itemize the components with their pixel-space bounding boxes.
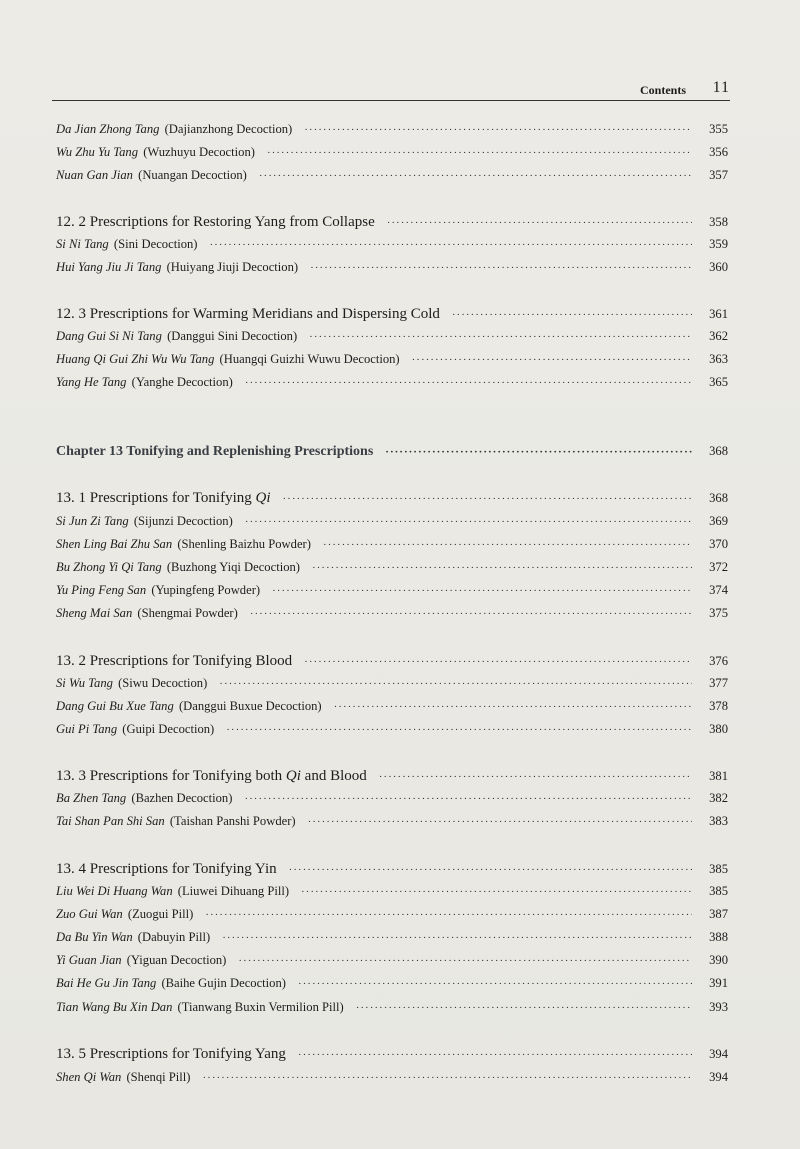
toc-entry[interactable] bbox=[56, 1070, 728, 1085]
pinyin-name: Tai Shan Pan Shi San bbox=[56, 814, 165, 828]
page-number: 369 bbox=[709, 514, 728, 528]
english-name: (Nuangan Decoction) bbox=[138, 168, 247, 182]
page-number: 387 bbox=[709, 907, 728, 921]
page-number: 381 bbox=[709, 769, 728, 783]
toc-title bbox=[56, 122, 292, 137]
page-number: 356 bbox=[709, 145, 728, 159]
leader-dots bbox=[379, 771, 692, 783]
page-number: 376 bbox=[709, 654, 728, 668]
english-name: (Siwu Decoction) bbox=[118, 676, 208, 690]
toc-title bbox=[56, 722, 214, 737]
pinyin-name: Si Ni Tang bbox=[56, 237, 109, 251]
english-name: (Wuzhuyu Decoction) bbox=[143, 145, 255, 159]
page-number: 393 bbox=[709, 1000, 728, 1014]
toc-entry[interactable] bbox=[56, 722, 728, 737]
pinyin-name: Bai He Gu Jin Tang bbox=[56, 976, 157, 990]
page-number: 355 bbox=[709, 122, 728, 136]
leader-dots bbox=[309, 331, 692, 343]
toc-entry[interactable] bbox=[56, 537, 728, 552]
english-name: (Huiyang Jiuji Decoction) bbox=[166, 260, 299, 274]
pinyin-name: Yu Ping Feng San bbox=[56, 583, 147, 597]
pinyin-name: Gui Pi Tang bbox=[56, 722, 118, 736]
page-number: 382 bbox=[709, 791, 728, 805]
toc-entry[interactable] bbox=[56, 953, 728, 968]
leader-dots bbox=[356, 1002, 692, 1014]
leader-dots bbox=[412, 354, 692, 366]
toc-entry[interactable] bbox=[56, 976, 728, 991]
toc-title bbox=[56, 329, 297, 344]
toc-title bbox=[56, 168, 247, 183]
page-number: 391 bbox=[709, 976, 728, 990]
page-number: 388 bbox=[709, 930, 728, 944]
toc-entry[interactable] bbox=[56, 329, 728, 344]
english-name: (Bazhen Decoction) bbox=[131, 791, 233, 805]
leader-dots bbox=[387, 217, 692, 229]
toc-title bbox=[56, 537, 311, 552]
running-header bbox=[52, 79, 730, 99]
heading-text: Chapter 13 Tonifying and Replenishing Prescriptions bbox=[56, 444, 374, 459]
heading-italic: Qi bbox=[285, 768, 301, 784]
page-number: 361 bbox=[709, 307, 728, 321]
leader-dots bbox=[298, 978, 692, 990]
page-number: 372 bbox=[709, 560, 728, 574]
page-number: 368 bbox=[709, 444, 728, 458]
pinyin-name: Huang Qi Gui Zhi Wu Wu Tang bbox=[56, 352, 215, 366]
toc-title bbox=[56, 1000, 344, 1015]
toc-title bbox=[56, 237, 197, 252]
toc-title bbox=[56, 145, 255, 160]
toc-title bbox=[56, 861, 277, 878]
leader-dots bbox=[203, 1072, 693, 1084]
toc-title bbox=[56, 1046, 286, 1063]
toc-entry[interactable] bbox=[56, 122, 728, 137]
toc-entry[interactable] bbox=[56, 791, 728, 806]
toc-title bbox=[56, 306, 440, 323]
page-number: 383 bbox=[709, 814, 728, 828]
heading-text: 12. 3 Prescriptions for Warming Meridians and Dispersing Cold bbox=[56, 306, 440, 322]
heading-text: 13. 5 Prescriptions for Tonifying Yang bbox=[56, 1046, 286, 1062]
pinyin-name: Shen Qi Wan bbox=[56, 1070, 122, 1084]
toc-entry[interactable] bbox=[56, 514, 728, 529]
toc-entry[interactable] bbox=[56, 884, 728, 899]
pinyin-name: Da Bu Yin Wan bbox=[56, 930, 133, 944]
leader-dots bbox=[272, 585, 692, 597]
toc-section[interactable] bbox=[56, 490, 728, 507]
page-number: 365 bbox=[709, 375, 728, 389]
toc-title bbox=[56, 1070, 191, 1085]
page-number: 390 bbox=[709, 953, 728, 967]
leader-dots bbox=[304, 656, 692, 668]
pinyin-name: Hui Yang Jiu Ji Tang bbox=[56, 260, 162, 274]
toc-title bbox=[56, 514, 233, 529]
leader-dots bbox=[245, 516, 692, 528]
english-name: (Shengmai Powder) bbox=[137, 606, 238, 620]
page-number: 362 bbox=[709, 329, 728, 343]
leader-dots bbox=[205, 909, 692, 921]
pinyin-name: Bu Zhong Yi Qi Tang bbox=[56, 560, 162, 574]
english-name: (Huangqi Guizhi Wuwu Decoction) bbox=[219, 352, 400, 366]
toc-title bbox=[56, 560, 300, 575]
toc-entry[interactable] bbox=[56, 1000, 728, 1015]
toc-chapter[interactable] bbox=[56, 444, 728, 460]
leader-dots bbox=[452, 309, 692, 321]
toc-title bbox=[56, 444, 373, 460]
page-number: 385 bbox=[709, 884, 728, 898]
toc-section[interactable] bbox=[56, 214, 728, 231]
page-number: 375 bbox=[709, 606, 728, 620]
heading-text: 13. 2 Prescriptions for Tonifying Blood bbox=[56, 653, 293, 669]
toc-title bbox=[56, 260, 298, 275]
toc-title bbox=[56, 583, 260, 598]
english-name: (Danggui Sini Decoction) bbox=[167, 329, 298, 343]
pinyin-name: Tian Wang Bu Xin Dan bbox=[56, 1000, 173, 1014]
page-number: 394 bbox=[709, 1047, 728, 1061]
toc-title bbox=[56, 930, 210, 945]
header-label: Contents bbox=[639, 83, 686, 97]
english-name: (Yupingfeng Powder) bbox=[151, 583, 261, 597]
toc-title bbox=[56, 214, 375, 231]
toc-title bbox=[56, 976, 286, 991]
toc-title bbox=[56, 884, 289, 899]
pinyin-name: Dang Gui Bu Xue Tang bbox=[56, 699, 174, 713]
page-number: 359 bbox=[709, 237, 728, 251]
toc-section[interactable] bbox=[56, 1046, 728, 1063]
pinyin-name: Shen Ling Bai Zhu San bbox=[56, 537, 173, 551]
toc-section[interactable] bbox=[56, 653, 728, 670]
heading-text: 13. 1 Prescriptions for Tonifying bbox=[56, 490, 256, 506]
header-rule bbox=[52, 100, 730, 101]
leader-dots bbox=[226, 724, 692, 736]
english-name: (Shenling Baizhu Powder) bbox=[177, 537, 311, 551]
toc-entry[interactable] bbox=[56, 352, 728, 367]
page-number: 360 bbox=[709, 260, 728, 274]
english-name: (Sijunzi Decoction) bbox=[133, 514, 233, 528]
english-name: (Tianwang Buxin Vermilion Pill) bbox=[177, 1000, 344, 1014]
page-number: 363 bbox=[709, 352, 728, 366]
toc-title bbox=[56, 907, 193, 922]
english-name: (Danggui Buxue Decoction) bbox=[178, 699, 322, 713]
toc-section[interactable] bbox=[56, 861, 728, 878]
toc-title bbox=[56, 352, 400, 367]
english-name: (Guipi Decoction) bbox=[122, 722, 215, 736]
pinyin-name: Yang He Tang bbox=[56, 375, 127, 389]
english-name: (Yiguan Decoction) bbox=[126, 953, 227, 967]
heading-text: 12. 2 Prescriptions for Restoring Yang from Collapse bbox=[56, 214, 375, 230]
leader-dots bbox=[259, 170, 692, 182]
leader-dots bbox=[312, 562, 692, 574]
page-number: 370 bbox=[709, 537, 728, 551]
pinyin-name: Ba Zhen Tang bbox=[56, 791, 127, 805]
leader-dots bbox=[209, 239, 692, 251]
toc-entry[interactable] bbox=[56, 375, 728, 390]
leader-dots bbox=[289, 864, 692, 876]
heading-text: 13. 4 Prescriptions for Tonifying Yin bbox=[56, 861, 277, 877]
english-name: (Sini Decoction) bbox=[113, 237, 198, 251]
toc-title bbox=[56, 653, 292, 670]
leader-dots bbox=[267, 147, 692, 159]
heading-italic: Qi bbox=[255, 490, 271, 506]
header-page-number: 11 bbox=[712, 79, 730, 96]
toc-section[interactable] bbox=[56, 768, 728, 785]
leader-dots bbox=[245, 377, 692, 389]
toc-entry[interactable] bbox=[56, 168, 728, 183]
toc-entry[interactable] bbox=[56, 260, 728, 275]
leader-dots bbox=[244, 793, 692, 805]
page-number: 368 bbox=[709, 491, 728, 505]
leader-dots bbox=[308, 816, 692, 828]
leader-dots bbox=[283, 493, 693, 505]
page-number: 377 bbox=[709, 676, 728, 690]
toc-entry[interactable] bbox=[56, 907, 728, 922]
page-number: 394 bbox=[709, 1070, 728, 1084]
english-name: (Zuogui Pill) bbox=[127, 907, 194, 921]
toc-entry[interactable] bbox=[56, 930, 728, 945]
toc-entry[interactable] bbox=[56, 583, 728, 598]
toc-title bbox=[56, 814, 296, 829]
toc-entry[interactable] bbox=[56, 560, 728, 575]
pinyin-name: Wu Zhu Yu Tang bbox=[56, 145, 139, 159]
toc-title bbox=[56, 699, 322, 714]
toc-title bbox=[56, 606, 238, 621]
english-name: (Buzhong Yiqi Decoction) bbox=[166, 560, 300, 574]
leader-dots bbox=[222, 932, 692, 944]
pinyin-name: Liu Wei Di Huang Wan bbox=[56, 884, 173, 898]
toc-title bbox=[56, 791, 232, 806]
leader-dots bbox=[238, 955, 692, 967]
toc-entry[interactable] bbox=[56, 606, 728, 621]
leader-dots bbox=[219, 678, 692, 690]
leader-dots bbox=[310, 262, 692, 274]
leader-dots bbox=[304, 124, 692, 136]
pinyin-name: Si Jun Zi Tang bbox=[56, 514, 129, 528]
pinyin-name: Da Jian Zhong Tang bbox=[56, 122, 160, 136]
heading-tail: and Blood bbox=[300, 768, 367, 784]
leader-dots bbox=[323, 539, 692, 551]
english-name: (Yanghe Decoction) bbox=[131, 375, 233, 389]
english-name: (Baihe Gujin Decoction) bbox=[161, 976, 286, 990]
english-name: (Shenqi Pill) bbox=[126, 1070, 191, 1084]
page-number: 378 bbox=[709, 699, 728, 713]
page-number: 380 bbox=[709, 722, 728, 736]
toc-entry[interactable] bbox=[56, 676, 728, 691]
page-number: 385 bbox=[709, 862, 728, 876]
toc-title bbox=[56, 375, 233, 390]
page-number: 374 bbox=[709, 583, 728, 597]
toc-title bbox=[56, 490, 271, 507]
pinyin-name: Zuo Gui Wan bbox=[56, 907, 123, 921]
leader-dots bbox=[301, 886, 692, 898]
toc-title bbox=[56, 768, 367, 785]
toc-title bbox=[56, 676, 207, 691]
toc-entry[interactable] bbox=[56, 145, 728, 160]
leader-dots bbox=[385, 446, 692, 458]
pinyin-name: Nuan Gan Jian bbox=[56, 168, 133, 182]
toc-entry[interactable] bbox=[56, 699, 728, 714]
english-name: (Dajianzhong Decoction) bbox=[164, 122, 293, 136]
page-number: 358 bbox=[709, 215, 728, 229]
leader-dots bbox=[334, 701, 692, 713]
heading-text: 13. 3 Prescriptions for Tonifying both bbox=[56, 768, 286, 784]
pinyin-name: Yi Guan Jian bbox=[56, 953, 122, 967]
toc-section[interactable] bbox=[56, 306, 728, 323]
toc-entry[interactable] bbox=[56, 814, 728, 829]
pinyin-name: Si Wu Tang bbox=[56, 676, 113, 690]
page-number: 357 bbox=[709, 168, 728, 182]
toc-title bbox=[56, 953, 226, 968]
pinyin-name: Dang Gui Si Ni Tang bbox=[56, 329, 162, 343]
pinyin-name: Sheng Mai San bbox=[56, 606, 133, 620]
english-name: (Dabuyin Pill) bbox=[137, 930, 211, 944]
english-name: (Liuwei Dihuang Pill) bbox=[177, 884, 290, 898]
toc-entry[interactable] bbox=[56, 237, 728, 252]
leader-dots bbox=[298, 1049, 692, 1061]
english-name: (Taishan Panshi Powder) bbox=[169, 814, 296, 828]
leader-dots bbox=[250, 608, 692, 620]
